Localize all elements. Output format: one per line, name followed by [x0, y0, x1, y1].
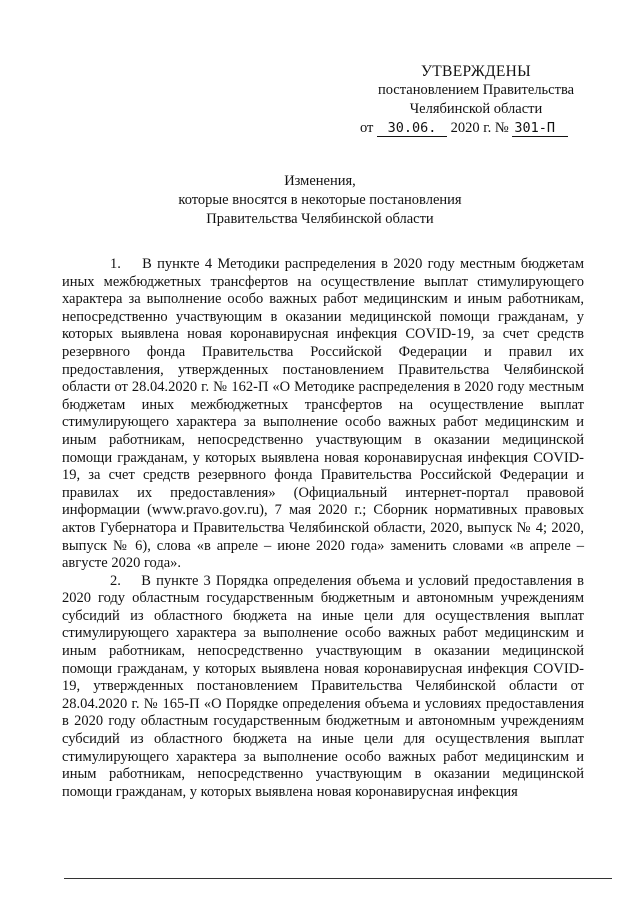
title-line-3: Правительства Челябинской области [206, 211, 434, 227]
document-title [100, 172, 540, 229]
approval-line-2: Челябинской области [409, 101, 543, 117]
approval-year: 2020 г. № [450, 120, 509, 136]
approval-line-1: постановлением Правительства [377, 82, 575, 98]
approval-date-line [356, 119, 596, 138]
paragraph-2: 2. В пункте 3 Порядка определения объема и условий предоставления в 2020 году областным государственным бюджетным и автономным учреждениям субсидий из областного бюджета на иные цели для осуществления выплат стимулирующего характера за выполнение особо важных работ медицинским и иным работникам, непосредственно участвующим в оказании медицинской помощи гражданам, у которых выявлена новая коронавирусная инфекция COVID-19, утвержденных постановлением Правительства Челябинской области от 28.04.2020 г. № 165-П «О Порядке определения объема и условиях предоставления в 2020 году областным государственным бюджетным и автономным учреждениям субсидий из областного бюджета на иные цели для осуществления выплат стимулирующего характера за выполнение особо важных работ медицинским и иным работникам, непосредственно участвующим в оказании медицинской помощи гражданам, у которых выявлена новая коронавирусная инфекция [62, 572, 584, 800]
approval-heading: УТВЕРЖДЕНЫ [421, 63, 531, 80]
approval-from: от [360, 120, 374, 136]
document-body [62, 256, 584, 801]
approval-block [356, 62, 596, 138]
title-line-1: Изменения, [284, 173, 356, 189]
approval-date: 30.06. [377, 120, 447, 137]
footer-rule [64, 878, 612, 879]
title-line-2: которые вносятся в некоторые постановления [178, 192, 462, 208]
paragraph-1: 1. В пункте 4 Методики распределения в 2020 году местным бюджетам иных межбюджетных трансфертов на осуществление выплат стимулирующего характера за выполнение особо важных работ медицинским и иным работникам, непосредственно участвующим в оказании медицинской помощи гражданам, у которых выявлена новая коронавирусная инфекция COVID-19, за счет средств резервного фонда Правительства Российской Федерации и правил их предоставления, утвержденных постановлением Правительства Челябинской области от 28.04.2020 г. № 162-П «О Методике распределения в 2020 году местным бюджетам иных межбюджетных трансфертов на осуществление выплат стимулирующего характера за выполнение особо важных работ медицинским и иным работникам, непосредственно участвующим в оказании медицинской помощи гражданам, у которых выявлена новая коронавирусная инфекция COVID-19, за счет средств резервного фонда Правительства Российской Федерации и правилах их предоставления» (Официальный интернет-портал правовой информации (www.pravo.gov.ru), 7 мая 2020 г.; Сборник нормативных правовых актов Губернатора и Правительства Челябинской области, 2020, выпуск № 4; 2020, выпуск № 6), слова «в апреле – июне 2020 года» заменить словами «в апреле – августе 2020 года». [62, 256, 584, 572]
approval-number: 301-П [512, 120, 568, 137]
